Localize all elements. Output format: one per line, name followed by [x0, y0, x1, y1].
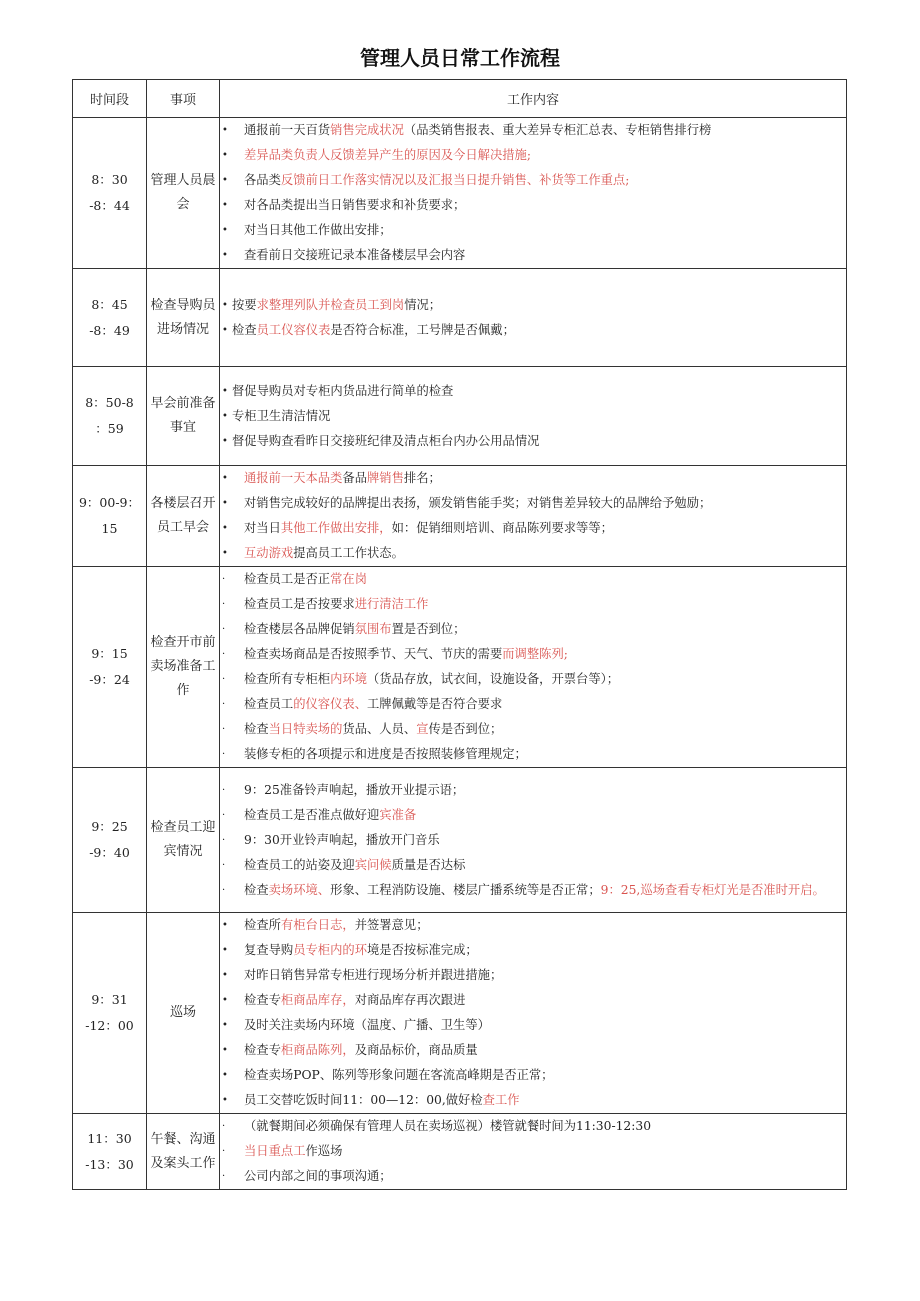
- time-text: 9：25: [91, 819, 128, 834]
- table-row: [73, 567, 847, 768]
- plain-text: 对各品类提出当日销售要求和补货要求；: [244, 198, 466, 212]
- content-text: [244, 667, 846, 692]
- time-text: 8：50-8: [85, 395, 134, 410]
- content-text: [244, 1038, 846, 1063]
- content-line: [220, 988, 846, 1013]
- plain-text: 备品: [342, 471, 367, 485]
- content-text: [232, 404, 846, 429]
- plain-text: 员工交替吃饭时间11：00—12：00,做好检: [244, 1093, 483, 1107]
- content-line: [220, 491, 846, 516]
- content-text: [244, 143, 846, 168]
- plain-text: 按要: [232, 297, 257, 312]
- page-title: 管理人员日常工作流程: [360, 46, 560, 70]
- plain-text: 并签署意见；: [354, 918, 429, 932]
- plain-text: 形象、工程消防设施、楼层广播系统等是否正常；: [330, 882, 601, 897]
- plain-text: 检查楼层各品牌促销: [244, 622, 355, 636]
- plain-text: 装修专柜的各项提示和进度是否按照装修管理规定；: [244, 747, 527, 761]
- content-line: [220, 318, 846, 343]
- bullet-icon: ·: [222, 624, 226, 635]
- bullet-icon: ·: [222, 834, 226, 846]
- bullet-icon: •: [222, 200, 228, 211]
- item-cell: 巡场: [147, 913, 220, 1114]
- content-line: [220, 938, 846, 963]
- content-line: [220, 667, 846, 692]
- bullet-icon: ·: [222, 699, 226, 710]
- content-text: [244, 828, 846, 853]
- content-cell: [220, 466, 847, 567]
- time-cell: [73, 466, 147, 567]
- highlight-text: 当日特卖场的: [268, 722, 343, 736]
- content-line: [220, 878, 846, 903]
- bullet-icon: ·: [222, 859, 226, 871]
- content-text: [244, 243, 846, 268]
- time-cell: [73, 768, 147, 913]
- time-text: -9：24: [89, 672, 130, 687]
- content-line: [220, 1114, 846, 1139]
- content-text: [232, 379, 846, 404]
- time-text: -12：00: [85, 1018, 134, 1033]
- plain-text: 检查员工: [244, 697, 294, 711]
- highlight-text: 宣: [416, 722, 429, 736]
- time-text: -13：30: [85, 1156, 134, 1172]
- plain-text: 对昨日销售异常专柜进行现场分析并跟进措施；: [244, 968, 503, 982]
- item-cell: 午餐、沟通及案头工作: [147, 1114, 220, 1190]
- bullet-icon: •: [222, 435, 228, 447]
- time-text: -8：44: [89, 198, 130, 213]
- highlight-text: 常在岗: [330, 572, 367, 586]
- content-line: [220, 828, 846, 853]
- content-line: [220, 803, 846, 828]
- content-text: [244, 692, 846, 717]
- bullet-icon: •: [222, 523, 228, 534]
- bullet-icon: ·: [222, 749, 226, 760]
- content-text: [244, 118, 846, 143]
- plain-text: 检查: [244, 882, 269, 897]
- time-text: ：59: [95, 421, 124, 436]
- highlight-text: 而调整陈列;: [502, 647, 568, 661]
- plain-text: 检查员工是否准点做好迎: [244, 807, 380, 822]
- header-item: 事项: [147, 80, 220, 118]
- plain-text: 9：30开业铃声响起，播放开门音乐: [244, 832, 440, 847]
- plain-text: （品类销售报表、重大差异专柜汇总表、专柜销售排行榜: [403, 123, 712, 137]
- bullet-icon: ·: [222, 649, 226, 660]
- bullet-icon: •: [222, 410, 228, 422]
- content-line: [220, 1164, 846, 1189]
- bullet-icon: ·: [222, 1146, 226, 1157]
- content-text: [244, 1139, 846, 1164]
- highlight-text: 求整理列队并检查员工到岗: [256, 297, 405, 312]
- content-text: [232, 293, 846, 318]
- highlight-text: 反馈前日工作落实情况以及汇报当日提升销售、补货等工作重点;: [280, 173, 630, 187]
- plain-text: 检查员工是否正: [244, 572, 331, 586]
- plain-text: 对当日其他工作做出安排；: [244, 223, 392, 237]
- highlight-text: 查工作: [482, 1093, 520, 1107]
- content-text: [244, 717, 846, 742]
- highlight-text: 有柜台日志，: [280, 918, 355, 932]
- highlight-text: 宾准备: [379, 807, 417, 822]
- highlight-text: 宾问候: [354, 857, 392, 872]
- bullet-icon: •: [222, 995, 228, 1006]
- content-cell: [220, 118, 847, 269]
- content-text: [244, 1164, 846, 1189]
- content-line: [220, 466, 846, 491]
- content-cell: [220, 269, 847, 367]
- plain-text: 通报前一天百货: [244, 123, 331, 137]
- content-line: [220, 243, 846, 268]
- plain-text: 质量是否达标: [391, 857, 466, 872]
- plain-text: 境是否按标准完成；: [367, 943, 478, 957]
- highlight-text: 销售完成状况: [330, 123, 404, 137]
- content-line: [220, 379, 846, 404]
- content-text: [244, 988, 846, 1013]
- content-line: [220, 778, 846, 803]
- plain-text: 查看前日交接班记录本准备楼层早会内容: [244, 248, 466, 262]
- content-cell: [220, 1114, 847, 1190]
- content-text: [244, 1088, 846, 1113]
- highlight-text: 其他工作做出安排，: [280, 521, 392, 535]
- content-text: [244, 963, 846, 988]
- plain-text: 检查所: [244, 918, 281, 932]
- bullet-icon: ·: [222, 1121, 226, 1132]
- bullet-icon: ·: [222, 674, 226, 685]
- table-row: [73, 1114, 847, 1190]
- content-text: [232, 429, 846, 454]
- highlight-text: 9：25,巡场查看专柜灯光是否准时开启。: [600, 882, 825, 897]
- plain-text: 公司内部之间的事项沟通；: [244, 1169, 392, 1183]
- bullet-icon: ·: [222, 784, 226, 796]
- bullet-icon: •: [222, 125, 228, 136]
- table-row: [73, 768, 847, 913]
- content-line: [220, 293, 846, 318]
- table-row: [73, 367, 847, 466]
- plain-text: 专柜卫生清洁情况: [232, 408, 331, 423]
- content-line: [220, 193, 846, 218]
- bullet-icon: •: [222, 498, 228, 509]
- content-line: [220, 692, 846, 717]
- plain-text: 检查所有专柜柜: [244, 672, 331, 686]
- plain-text: 9：25准备铃声响起，播放开业提示语；: [244, 782, 465, 797]
- content-text: [244, 878, 846, 903]
- content-text: [244, 218, 846, 243]
- highlight-text: 柜商品陈列，: [280, 1043, 355, 1057]
- item-cell: 早会前准备事宜: [147, 367, 220, 466]
- bullet-icon: ·: [222, 809, 226, 821]
- bullet-icon: ·: [222, 724, 226, 735]
- content-text: [244, 592, 846, 617]
- content-line: [220, 143, 846, 168]
- highlight-text: 当日重点工: [244, 1144, 306, 1158]
- bullet-icon: •: [222, 920, 228, 931]
- plain-text: 检查专: [244, 1043, 281, 1057]
- plain-text: 是否符合标准，工号牌是否佩戴；: [330, 322, 515, 337]
- item-cell: 检查员工迎宾情况: [147, 768, 220, 913]
- highlight-text: 内环境: [330, 672, 367, 686]
- item-cell: 检查导购员进场情况: [147, 269, 220, 367]
- plain-text: 检查卖场POP、陈列等形象问题在客流高峰期是否正常；: [244, 1068, 554, 1082]
- time-text: -9：40: [89, 845, 130, 860]
- highlight-text: 员工仪容仪表: [256, 322, 331, 337]
- content-line: [220, 913, 846, 938]
- content-text: [244, 1013, 846, 1038]
- plain-text: （就餐期间必须确保有管理人员在卖场巡视）楼管就餐时间为11:30-12:30: [244, 1119, 652, 1133]
- content-line: [220, 963, 846, 988]
- bullet-icon: •: [222, 945, 228, 956]
- time-cell: [73, 913, 147, 1114]
- content-text: [244, 466, 846, 491]
- bullet-icon: •: [222, 250, 228, 261]
- content-line: [220, 567, 846, 592]
- content-line: [220, 717, 846, 742]
- plain-text: 检查专: [244, 993, 281, 1007]
- content-line: [220, 853, 846, 878]
- table-body: [73, 118, 847, 1190]
- content-line: [220, 404, 846, 429]
- highlight-text: 差异品类负责人反馈差异产生的原因及今日解决措施;: [244, 148, 531, 162]
- content-line: [220, 1013, 846, 1038]
- plain-text: 检查员工的站姿及迎: [244, 857, 355, 872]
- time-cell: [73, 1114, 147, 1190]
- plain-text: 各品类: [244, 173, 281, 187]
- highlight-text: 通报前一天本品类: [244, 471, 343, 485]
- content-cell: [220, 768, 847, 913]
- table-row: [73, 269, 847, 367]
- table-row: [73, 913, 847, 1114]
- plain-text: 检查: [232, 322, 257, 337]
- plain-text: （货品存放，试衣间，设施设备，开票台等）；: [367, 672, 620, 686]
- bullet-icon: ·: [222, 599, 226, 610]
- plain-text: 督促导购查看昨日交接班纪律及清点柜台内办公用品情况: [232, 433, 540, 448]
- plain-text: 排名；: [403, 471, 441, 485]
- highlight-text: 员专柜内的环: [293, 943, 367, 957]
- time-text: 8：30: [91, 172, 128, 187]
- bullet-icon: ·: [222, 884, 226, 896]
- content-text: [244, 491, 846, 516]
- content-line: [220, 218, 846, 243]
- content-text: [244, 168, 846, 193]
- content-line: [220, 168, 846, 193]
- table-row: [73, 466, 847, 567]
- bullet-icon: •: [222, 299, 228, 311]
- plain-text: 检查: [244, 722, 269, 736]
- plain-text: 提高员工工作状态。: [293, 546, 404, 560]
- bullet-icon: •: [222, 175, 228, 186]
- content-line: [220, 118, 846, 143]
- plain-text: 如：促销细则培训、商品陈列要求等等；: [391, 521, 613, 535]
- plain-text: 置是否到位；: [391, 622, 466, 636]
- content-line: [220, 617, 846, 642]
- content-line: [220, 1088, 846, 1113]
- plain-text: 对销售完成较好的品牌提出表扬，颁发销售能手奖；对销售差异较大的品牌给予勉励；: [244, 496, 712, 510]
- plain-text: 作巡场: [305, 1144, 343, 1158]
- content-text: [244, 541, 846, 566]
- bullet-icon: ·: [222, 574, 226, 585]
- content-text: [244, 642, 846, 667]
- time-text: 9：31: [91, 992, 128, 1007]
- content-text: [232, 318, 846, 343]
- content-line: [220, 642, 846, 667]
- bullet-icon: •: [222, 1070, 228, 1081]
- time-cell: [73, 118, 147, 269]
- content-text: [244, 567, 846, 592]
- plain-text: 工牌佩戴等是否符合要求: [367, 697, 503, 711]
- bullet-icon: •: [222, 324, 228, 336]
- content-cell: [220, 567, 847, 768]
- time-cell: [73, 269, 147, 367]
- bullet-icon: •: [222, 970, 228, 981]
- content-text: [244, 853, 846, 878]
- content-text: [244, 1114, 846, 1139]
- highlight-text: 进行清洁工作: [354, 597, 429, 611]
- content-line: [220, 429, 846, 454]
- content-line: [220, 742, 846, 767]
- content-text: [244, 803, 846, 828]
- content-text: [244, 778, 846, 803]
- highlight-text: 氛围布: [354, 622, 392, 636]
- content-line: [220, 592, 846, 617]
- time-text: 9：00-9：: [78, 495, 141, 510]
- content-line: [220, 1038, 846, 1063]
- content-cell: [220, 913, 847, 1114]
- plain-text: 检查员工是否按要求: [244, 597, 355, 611]
- bullet-icon: •: [222, 150, 228, 161]
- plain-text: 督促导购员对专柜内货品进行简单的检查: [232, 383, 454, 398]
- bullet-icon: •: [222, 225, 228, 236]
- highlight-text: 的仪容仪表、: [293, 697, 367, 711]
- content-line: [220, 516, 846, 541]
- bullet-icon: •: [222, 1045, 228, 1056]
- bullet-icon: •: [222, 385, 228, 397]
- time-text: -8：49: [89, 322, 130, 338]
- highlight-text: 互动游戏: [244, 546, 294, 560]
- plain-text: 对当日: [244, 521, 281, 535]
- time-text: 9：15: [91, 646, 128, 661]
- item-cell: 检查开市前卖场准备工作: [147, 567, 220, 768]
- plain-text: 对商品库存再次跟进: [354, 993, 466, 1007]
- header-content: 工作内容: [220, 80, 847, 118]
- workflow-table: [72, 79, 847, 1190]
- content-text: [244, 617, 846, 642]
- content-cell: [220, 367, 847, 466]
- table-header-row: [73, 80, 847, 118]
- bullet-icon: •: [222, 473, 228, 484]
- bullet-icon: •: [222, 1020, 228, 1031]
- content-text: [244, 913, 846, 938]
- content-line: [220, 1139, 846, 1164]
- plain-text: 货品、人员、: [342, 722, 417, 736]
- time-text: 8：45: [91, 296, 128, 312]
- plain-text: 情况；: [404, 297, 442, 312]
- content-text: [244, 742, 846, 767]
- header-time: 时间段: [73, 80, 147, 118]
- content-line: [220, 1063, 846, 1088]
- content-text: [244, 1063, 846, 1088]
- content-text: [244, 938, 846, 963]
- plain-text: 检查卖场商品是否按照季节、天气、节庆的需要: [244, 647, 503, 661]
- highlight-text: 柜商品库存，: [280, 993, 355, 1007]
- highlight-text: 卖场环境、: [268, 882, 331, 897]
- time-text: 11：30: [87, 1130, 132, 1146]
- plain-text: 及时关注卖场内环境（温度、广播、卫生等）: [244, 1018, 490, 1032]
- time-text: 15: [101, 521, 118, 536]
- content-text: [244, 193, 846, 218]
- plain-text: 复查导购: [244, 943, 294, 957]
- content-line: [220, 541, 846, 566]
- time-cell: [73, 367, 147, 466]
- item-cell: 各楼层召开员工早会: [147, 466, 220, 567]
- time-cell: [73, 567, 147, 768]
- table-row: [73, 118, 847, 269]
- plain-text: 及商品标价，商品质量: [354, 1043, 478, 1057]
- item-cell: 管理人员晨会: [147, 118, 220, 269]
- bullet-icon: •: [222, 1095, 228, 1106]
- plain-text: 传是否到位；: [428, 722, 503, 736]
- content-text: [244, 516, 846, 541]
- bullet-icon: •: [222, 548, 228, 559]
- highlight-text: 牌销售: [367, 471, 404, 485]
- bullet-icon: ·: [222, 1171, 226, 1182]
